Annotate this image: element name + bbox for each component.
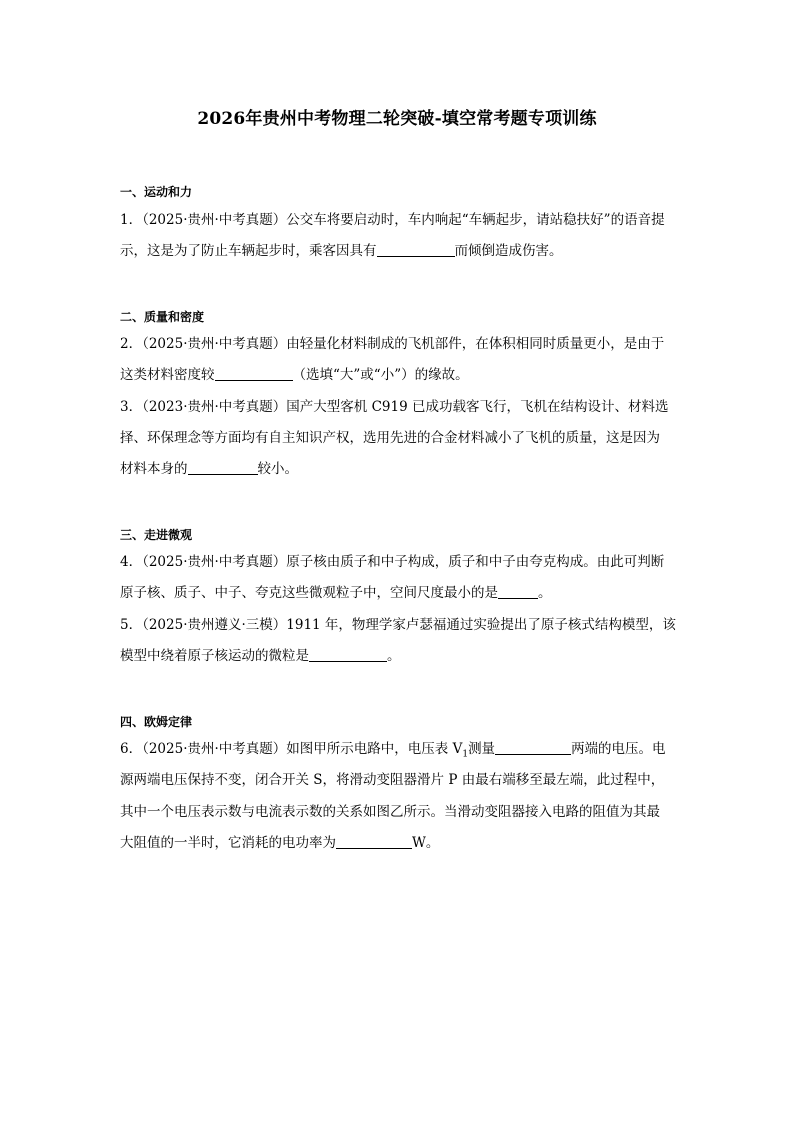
question-2-line-2: 这类材料密度较 （选填“大”或“小”）的缘故。	[120, 367, 469, 383]
section-heading-motion-and-force: 一、运动和力	[120, 185, 193, 199]
section-heading-microscopic-world: 三、走进微观	[120, 528, 193, 542]
question-6-line-1: 6．（2025·贵州·中考真题）如图甲所示电路中，电压表 $V_1$测量 两端的电压。电	[120, 741, 666, 760]
answer-blank	[188, 460, 258, 475]
section-heading-ohms-law: 四、欧姆定律	[120, 715, 193, 729]
answer-blank	[495, 740, 571, 755]
answer-blank	[215, 366, 293, 381]
subscript-1: 1	[462, 749, 469, 760]
answer-blank	[309, 647, 387, 662]
question-5-line-1: 5．（2025·贵州遵义·三模）1911 年，物理学家卢瑟福通过实验提出了原子核式结构模型，该	[120, 617, 676, 633]
question-6-line-4: 大阻值的一半时，它消耗的电功率为 W。	[120, 835, 440, 851]
question-3-line-1: 3．（2023·贵州·中考真题）国产大型客机 C919 已成功载客飞行，飞机在结构设计、材料选	[120, 399, 669, 415]
question-6-line-3: 其中一个电压表示数与电流表示数的关系如图乙所示。当滑动变阻器接入电路的阻值为其最	[120, 804, 660, 820]
question-4-line-2: 原子核、质子、中子、夸克这些微观粒子中，空间尺度最小的是 。	[120, 585, 552, 601]
question-1-line-1: 1．（2025·贵州·中考真题）公交车将要启动时，车内响起“车辆起步，请站稳扶好”的语音提	[120, 212, 665, 228]
question-2-line-1: 2．（2025·贵州·中考真题）由轻量化材料制成的飞机部件，在体积相同时质量更小，是由于	[120, 336, 665, 352]
answer-blank	[498, 584, 538, 599]
answer-blank	[336, 834, 412, 849]
question-4-line-1: 4．（2025·贵州·中考真题）原子核由质子和中子构成，质子和中子由夸克构成。由此可判断	[120, 554, 665, 570]
question-3-line-3: 材料本身的 较小。	[120, 461, 298, 477]
question-3-line-2: 择、环保理念等方面均有自主知识产权，选用先进的合金材料减小了飞机的质量，这是因为	[120, 430, 660, 446]
page-title: 2026年贵州中考物理二轮突破-填空常考题专项训练	[197, 109, 597, 129]
question-1-line-2: 示，这是为了防止车辆起步时，乘客因具有 而倾倒造成伤害。	[120, 243, 563, 259]
question-6-line-2: 源两端电压保持不变，闭合开关 S，将滑动变阻器滑片 P 由最右端移至最左端，此过程中，	[120, 772, 665, 788]
question-5-line-2: 模型中绕着原子核运动的微粒是 。	[120, 648, 401, 664]
section-heading-mass-and-density: 二、质量和密度	[120, 310, 205, 324]
answer-blank	[377, 242, 455, 257]
